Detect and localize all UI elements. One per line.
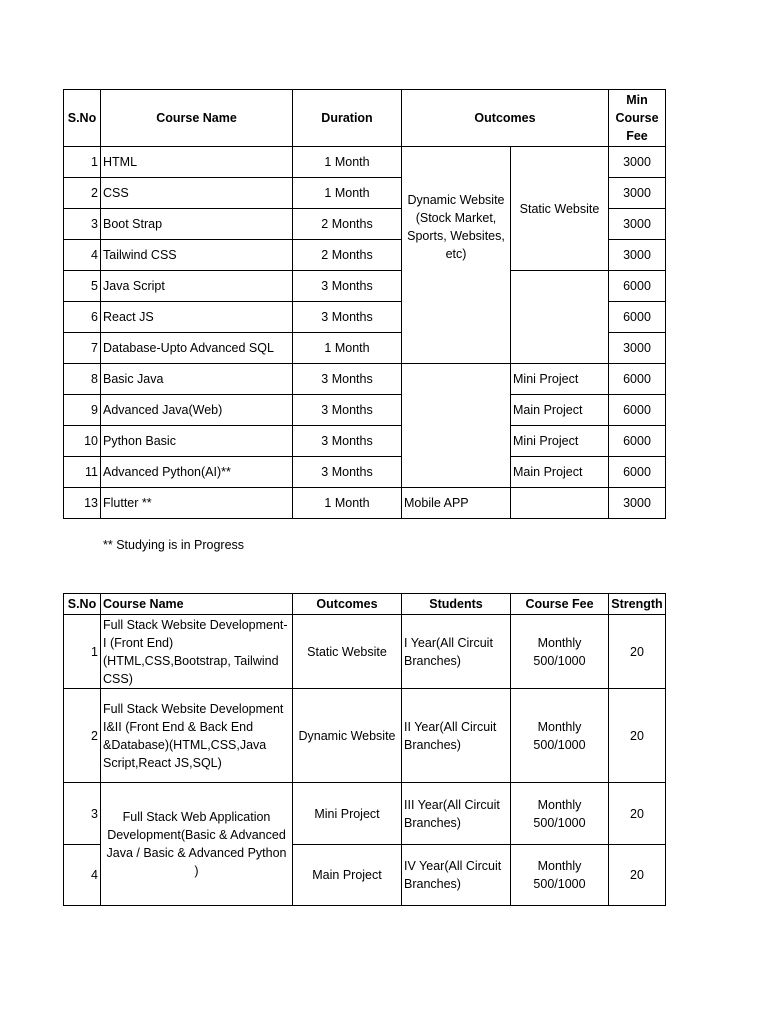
sno-cell: 9 — [64, 395, 101, 426]
fee-cell: 6000 — [609, 395, 666, 426]
fee-cell: 3000 — [609, 240, 666, 271]
header-students: Students — [402, 594, 511, 615]
program-table — [63, 593, 666, 906]
duration-cell: 3 Months — [293, 457, 402, 488]
sno-cell: 7 — [64, 333, 101, 364]
course-name-cell: React JS — [101, 302, 293, 333]
fee-cell: 3000 — [609, 209, 666, 240]
duration-cell: 1 Month — [293, 333, 402, 364]
course-name-cell: Boot Strap — [101, 209, 293, 240]
students-cell: II Year(All Circuit Branches) — [402, 689, 511, 783]
empty-outcome-cell — [511, 271, 609, 364]
header-duration: Duration — [293, 90, 402, 147]
header-sno: S.No — [64, 594, 101, 615]
fee-cell: 3000 — [609, 178, 666, 209]
table-header-row — [64, 594, 666, 615]
header-strength: Strength — [609, 594, 666, 615]
table-row — [64, 271, 666, 302]
table-row — [64, 689, 666, 783]
course-name-cell: Full Stack Website Development-I (Front End) (HTML,CSS,Bootstrap, Tailwind CSS) — [101, 615, 293, 689]
fee-cell: 6000 — [609, 457, 666, 488]
sno-cell: 10 — [64, 426, 101, 457]
fee-cell: 6000 — [609, 426, 666, 457]
fee-cell: Monthly 500/1000 — [511, 845, 609, 906]
header-outcomes: Outcomes — [402, 90, 609, 147]
course-table — [63, 89, 666, 519]
outcome-cell: Static Website — [293, 615, 402, 689]
course-name-cell: Tailwind CSS — [101, 240, 293, 271]
fee-cell: 3000 — [609, 488, 666, 519]
project-outcome-cell: Mini Project — [511, 426, 609, 457]
header-course-fee: Course Fee — [511, 594, 609, 615]
duration-cell: 3 Months — [293, 426, 402, 457]
duration-cell: 1 Month — [293, 488, 402, 519]
students-cell: IV Year(All Circuit Branches) — [402, 845, 511, 906]
header-min-course-fee: Min Course Fee — [609, 90, 666, 147]
project-outcome-cell: Main Project — [511, 457, 609, 488]
header-course-name: Course Name — [101, 90, 293, 147]
table-row — [64, 426, 666, 457]
sno-cell: 1 — [64, 147, 101, 178]
fee-cell: Monthly 500/1000 — [511, 783, 609, 845]
project-outcome-cell: Main Project — [511, 395, 609, 426]
outcome-cell: Mini Project — [293, 783, 402, 845]
course-name-cell: Full Stack Website Development I&II (Front End & Back End &Database)(HTML,CSS,Java Script,React JS,SQL) — [101, 689, 293, 783]
course-name-cell: Python Basic — [101, 426, 293, 457]
sno-cell: 4 — [64, 240, 101, 271]
duration-cell: 3 Months — [293, 364, 402, 395]
course-name-cell: Advanced Java(Web) — [101, 395, 293, 426]
sno-cell: 5 — [64, 271, 101, 302]
table-row — [64, 457, 666, 488]
header-outcomes: Outcomes — [293, 594, 402, 615]
fee-cell: 6000 — [609, 271, 666, 302]
sno-cell: 2 — [64, 689, 101, 783]
fee-cell: 3000 — [609, 333, 666, 364]
header-course-name: Course Name — [101, 594, 293, 615]
strength-cell: 20 — [609, 689, 666, 783]
duration-cell: 2 Months — [293, 240, 402, 271]
table-row — [64, 395, 666, 426]
sno-cell: 8 — [64, 364, 101, 395]
sno-cell: 4 — [64, 845, 101, 906]
strength-cell: 20 — [609, 615, 666, 689]
table-row — [64, 488, 666, 519]
header-sno: S.No — [64, 90, 101, 147]
strength-cell: 20 — [609, 783, 666, 845]
sno-cell: 2 — [64, 178, 101, 209]
fee-cell: 6000 — [609, 302, 666, 333]
course-name-cell: HTML — [101, 147, 293, 178]
sno-cell: 6 — [64, 302, 101, 333]
duration-cell: 1 Month — [293, 178, 402, 209]
fee-cell: 6000 — [609, 364, 666, 395]
duration-cell: 3 Months — [293, 271, 402, 302]
progress-note: ** Studying is in Progress — [103, 538, 245, 552]
sno-cell: 11 — [64, 457, 101, 488]
mobile-app-outcome-cell: Mobile APP — [402, 488, 511, 519]
table-row — [64, 364, 666, 395]
dynamic-website-outcome-cell: Dynamic Website (Stock Market, Sports, Websites, etc) — [402, 147, 511, 364]
strength-cell: 20 — [609, 845, 666, 906]
duration-cell: 1 Month — [293, 147, 402, 178]
course-name-cell: Database-Upto Advanced SQL — [101, 333, 293, 364]
fee-cell: Monthly 500/1000 — [511, 615, 609, 689]
course-name-cell: Java Script — [101, 271, 293, 302]
duration-cell: 3 Months — [293, 302, 402, 333]
sno-cell: 3 — [64, 209, 101, 240]
duration-cell: 3 Months — [293, 395, 402, 426]
table-row — [64, 783, 666, 845]
table-row — [64, 147, 666, 178]
duration-cell: 2 Months — [293, 209, 402, 240]
empty-outcome-cell — [511, 488, 609, 519]
course-name-cell: Flutter ** — [101, 488, 293, 519]
table-header-row — [64, 90, 666, 147]
course-name-cell: CSS — [101, 178, 293, 209]
students-cell: III Year(All Circuit Branches) — [402, 783, 511, 845]
course-name-cell: Advanced Python(AI)** — [101, 457, 293, 488]
sno-cell: 1 — [64, 615, 101, 689]
course-name-cell: Basic Java — [101, 364, 293, 395]
static-website-outcome-cell: Static Website — [511, 147, 609, 271]
sno-cell: 3 — [64, 783, 101, 845]
empty-outcome-cell — [402, 364, 511, 488]
sno-cell: 13 — [64, 488, 101, 519]
outcome-cell: Dynamic Website — [293, 689, 402, 783]
fee-cell: Monthly 500/1000 — [511, 689, 609, 783]
project-outcome-cell: Mini Project — [511, 364, 609, 395]
table-row — [64, 615, 666, 689]
merged-course-name-cell: Full Stack Web Application Development(Basic & Advanced Java / Basic & Advanced Python ) — [101, 783, 293, 906]
students-cell: I Year(All Circuit Branches) — [402, 615, 511, 689]
outcome-cell: Main Project — [293, 845, 402, 906]
fee-cell: 3000 — [609, 147, 666, 178]
